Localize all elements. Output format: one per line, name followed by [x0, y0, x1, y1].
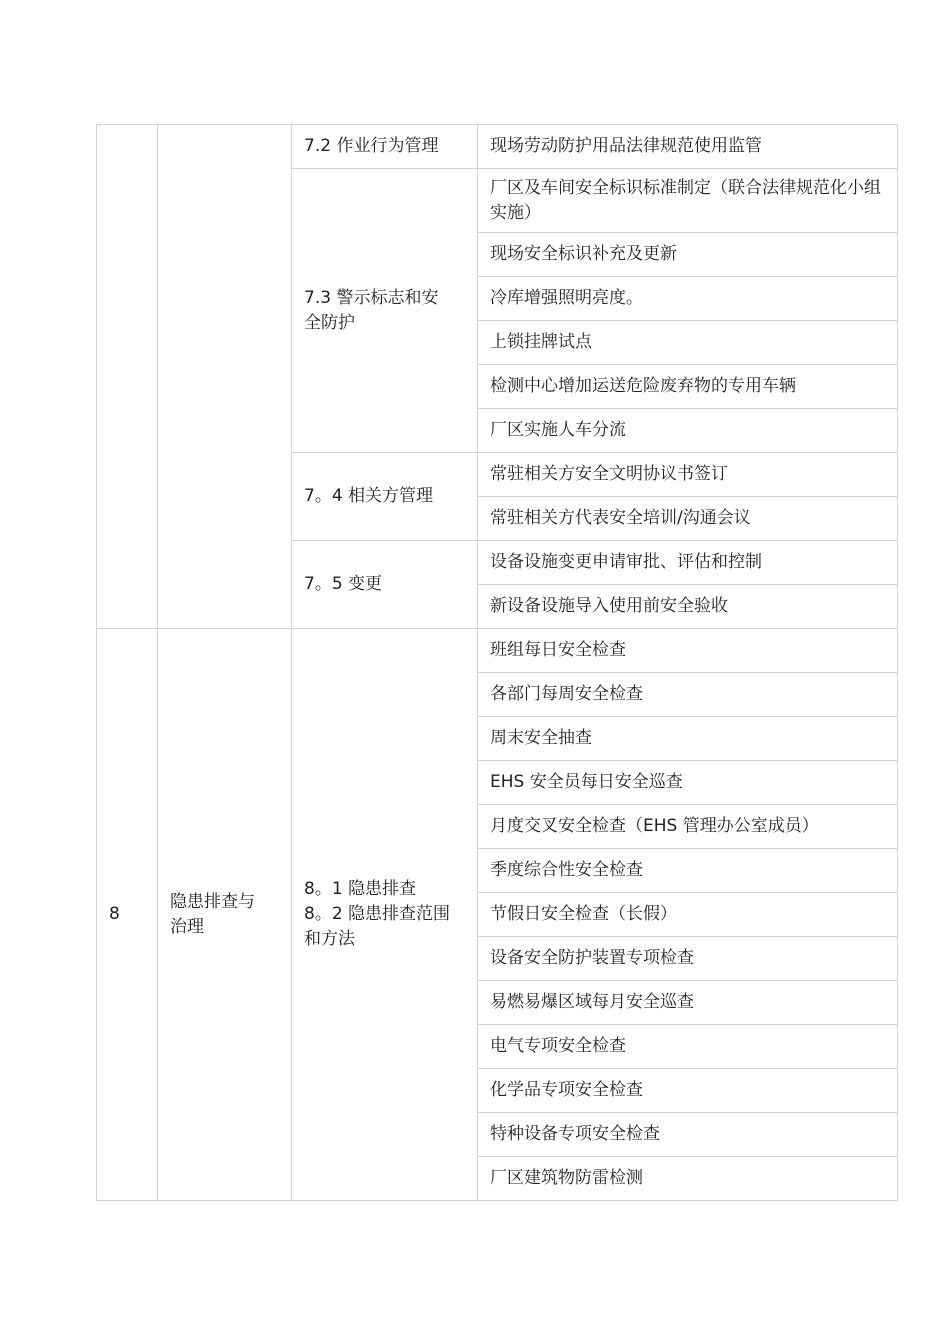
table-item-cell: 设备设施变更申请审批、评估和控制 — [478, 541, 898, 585]
table-item-cell: 季度综合性安全检查 — [478, 849, 898, 893]
section-8-number-cell: 8 — [97, 629, 158, 1201]
table-item-cell: 常驻相关方安全文明协议书签订 — [478, 453, 898, 497]
table-item-cell: 设备安全防护装置专项检查 — [478, 937, 898, 981]
table-item-cell: 班组每日安全检查 — [478, 629, 898, 673]
subsection-8-cell — [292, 629, 478, 1201]
table-item-cell: 化学品专项安全检查 — [478, 1069, 898, 1113]
table-item-cell: 节假日安全检查（长假） — [478, 893, 898, 937]
table-item-cell: 月度交叉安全检查（EHS 管理办公室成员） — [478, 805, 898, 849]
subsection-7-3-cell — [292, 169, 478, 453]
subsection-label: 8。2 隐患排查范围 — [304, 904, 451, 924]
table-item-cell: 厂区及车间安全标识标准制定（联合法律规范化小组实施） — [478, 169, 898, 233]
subsection-label: 和方法 — [304, 929, 355, 949]
table-item-cell: 厂区实施人车分流 — [478, 409, 898, 453]
table-item-cell: 易燃易爆区域每月安全巡查 — [478, 981, 898, 1025]
table-item-cell: 常驻相关方代表安全培训/沟通会议 — [478, 497, 898, 541]
table-item-cell: 各部门每周安全检查 — [478, 673, 898, 717]
table-item-cell: 电气专项安全检查 — [478, 1025, 898, 1069]
subsection-label: 8。1 隐患排查 — [304, 879, 417, 899]
subsection-label: 7.2 作业行为管理 — [304, 136, 439, 156]
subsection-label: 7.3 警示标志和安 — [304, 287, 439, 308]
table-item-cell: 新设备设施导入使用前安全验收 — [478, 585, 898, 629]
table-item-cell: 特种设备专项安全检查 — [478, 1113, 898, 1157]
subsection-7-2-cell — [292, 125, 478, 169]
table-item-cell: 厂区建筑物防雷检测 — [478, 1157, 898, 1201]
table-item-cell: 周末安全抽查 — [478, 717, 898, 761]
table-item-cell: 上锁挂牌试点 — [478, 321, 898, 365]
subsection-label: 7。5 变更 — [304, 574, 383, 594]
table-item-cell: 现场劳动防护用品法律规范使用监管 — [478, 125, 898, 169]
section-7-number-cell — [97, 125, 158, 629]
subsection-label: 7。4 相关方管理 — [304, 486, 434, 506]
section-8-topic-cell — [158, 629, 292, 1201]
safety-plan-table — [96, 124, 898, 1201]
table-item-cell: 冷库增强照明亮度。 — [478, 277, 898, 321]
topic-label: 治理 — [170, 916, 204, 937]
table-item-cell: 检测中心增加运送危险废弃物的专用车辆 — [478, 365, 898, 409]
section-7-topic-cell — [158, 125, 292, 629]
subsection-7-5-cell — [292, 541, 478, 629]
subsection-7-4-cell — [292, 453, 478, 541]
table-item-cell: EHS 安全员每日安全巡查 — [478, 761, 898, 805]
topic-label: 隐患排查与 — [170, 891, 255, 912]
table-item-cell: 现场安全标识补充及更新 — [478, 233, 898, 277]
subsection-label: 全防护 — [304, 312, 355, 333]
